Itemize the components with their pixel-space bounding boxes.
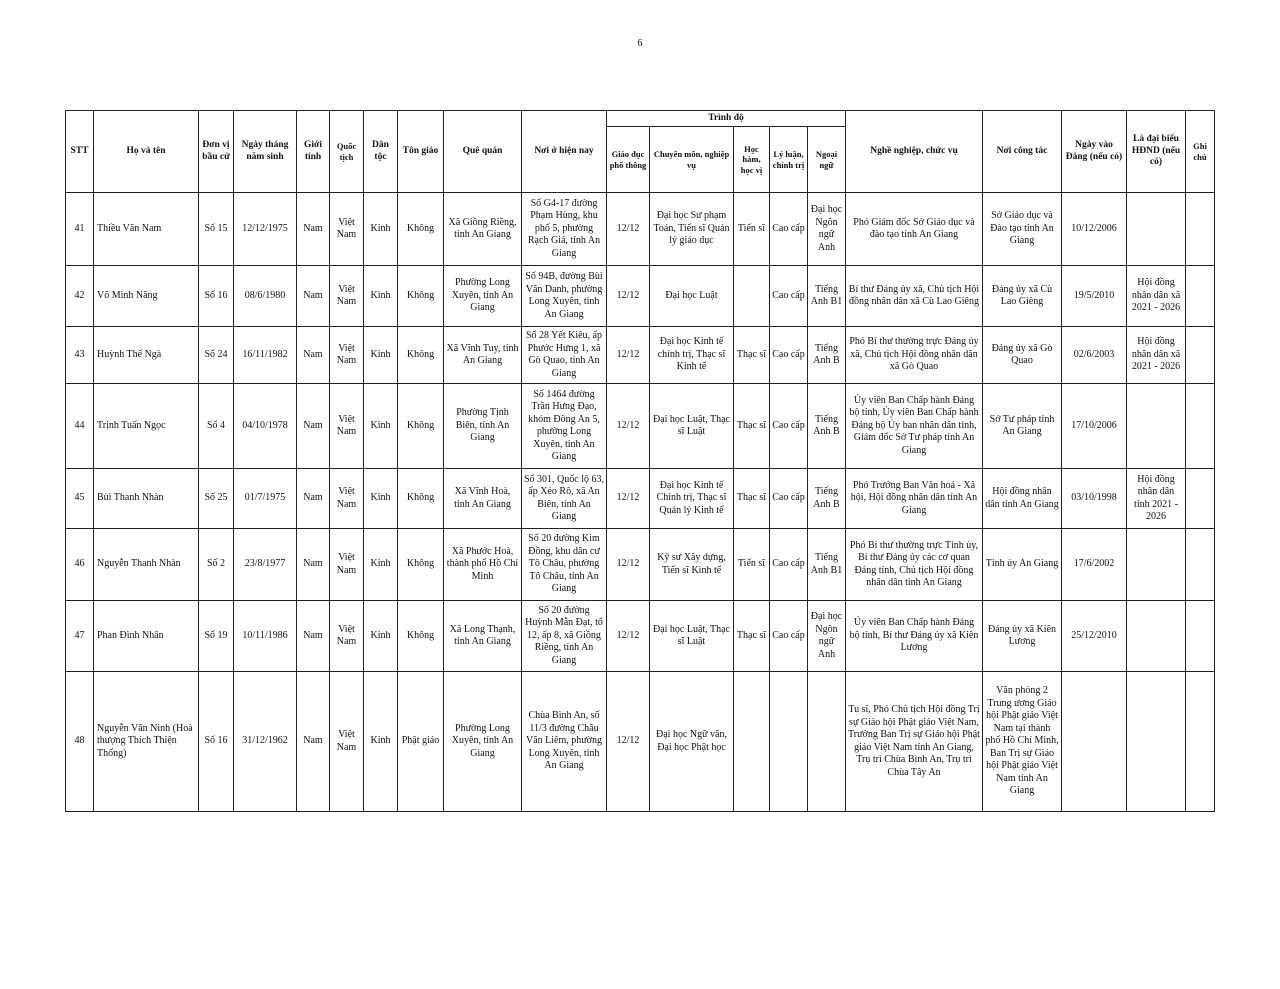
cell-language: Tiếng Anh B: [808, 469, 846, 529]
cell-general-education: 12/12: [607, 193, 650, 266]
cell-general-education: 12/12: [607, 266, 650, 327]
cell-occupation: Phó Trưởng Ban Văn hoá - Xã hội, Hội đồng nhân dân tỉnh An Giang: [846, 469, 983, 529]
header-unit: Đơn vị bầu cử: [199, 111, 234, 193]
cell-hometown: Phường Long Xuyên, tỉnh An Giang: [444, 266, 522, 327]
cell-religion: Không: [398, 327, 444, 384]
cell-gender: Nam: [297, 469, 330, 529]
cell-dob: 31/12/1962: [234, 672, 297, 812]
cell-specialty: Đại học Sư phạm Toán, Tiến sĩ Quản lý giáo dục: [650, 193, 734, 266]
cell-hometown: Phường Tịnh Biên, tỉnh An Giang: [444, 384, 522, 469]
cell-residence: Số 1464 đường Trần Hưng Đạo, khóm Đông An 5, phường Long Xuyên, tỉnh An Giang: [522, 384, 607, 469]
cell-residence: Số 20 đường Kim Đồng, khu dân cư Tô Châu, phường Tô Châu, tỉnh An Giang: [522, 529, 607, 601]
cell-religion: Không: [398, 193, 444, 266]
cell-gender: Nam: [297, 529, 330, 601]
cell-workplace: Sở Giáo dục và Đào tạo tỉnh An Giang: [983, 193, 1062, 266]
cell-hometown: Phường Long Xuyên, tỉnh An Giang: [444, 672, 522, 812]
header-politics: Lý luận, chính trị: [770, 127, 808, 193]
cell-hometown: Xã Giồng Riềng, tỉnh An Giang: [444, 193, 522, 266]
header-religion: Tôn giáo: [398, 111, 444, 193]
header-note: Ghi chú: [1186, 111, 1215, 193]
cell-degree: Thạc sĩ: [734, 469, 770, 529]
cell-party-date: 10/12/2006: [1062, 193, 1127, 266]
cell-politics: Cao cấp: [770, 384, 808, 469]
cell-occupation: Phó Bí thư thường trực Tỉnh ủy, Bí thư Đảng ủy các cơ quan Đảng tỉnh, Chủ tịch Hội đồng nhân dân tỉnh An Giang: [846, 529, 983, 601]
cell-unit: Số 24: [199, 327, 234, 384]
cell-workplace: Đảng ủy xã Cù Lao Giêng: [983, 266, 1062, 327]
cell-specialty: Đại học Luật, Thạc sĩ Luật: [650, 384, 734, 469]
cell-degree: Tiến sĩ: [734, 529, 770, 601]
cell-workplace: Sở Tư pháp tỉnh An Giang: [983, 384, 1062, 469]
table-row: [66, 193, 1215, 266]
header-party-date: Ngày vào Đảng (nếu có): [1062, 111, 1127, 193]
cell-workplace: Đảng ủy xã Kiên Lương: [983, 601, 1062, 672]
cell-name: Huỳnh Thế Ngà: [94, 327, 199, 384]
cell-language: Tiếng Anh B1: [808, 266, 846, 327]
cell-unit: Số 15: [199, 193, 234, 266]
cell-ethnicity: Kinh: [364, 529, 398, 601]
cell-workplace: Hội đồng nhân dân tỉnh An Giang: [983, 469, 1062, 529]
header-stt: STT: [66, 111, 94, 193]
cell-stt: 48: [66, 672, 94, 812]
cell-delegate: [1127, 601, 1186, 672]
cell-politics: Cao cấp: [770, 529, 808, 601]
cell-party-date: 03/10/1998: [1062, 469, 1127, 529]
table-row: [66, 601, 1215, 672]
cell-language: Tiếng Anh B: [808, 327, 846, 384]
cell-general-education: 12/12: [607, 672, 650, 812]
cell-general-education: 12/12: [607, 529, 650, 601]
cell-language: [808, 672, 846, 812]
cell-gender: Nam: [297, 601, 330, 672]
cell-nationality: Việt Nam: [330, 469, 364, 529]
cell-note: [1186, 327, 1215, 384]
header-specialty: Chuyên môn, nghiệp vụ: [650, 127, 734, 193]
header-language: Ngoại ngữ: [808, 127, 846, 193]
cell-specialty: Đại học Ngữ văn, Đại học Phật học: [650, 672, 734, 812]
cell-unit: Số 4: [199, 384, 234, 469]
cell-unit: Số 25: [199, 469, 234, 529]
header-hometown: Quê quán: [444, 111, 522, 193]
cell-residence: Số G4-17 đường Phạm Hùng, khu phố 5, phường Rạch Giá, tỉnh An Giang: [522, 193, 607, 266]
cell-delegate: Hội đồng nhân dân xã 2021 - 2026: [1127, 266, 1186, 327]
cell-degree: Thạc sĩ: [734, 384, 770, 469]
cell-party-date: 25/12/2010: [1062, 601, 1127, 672]
cell-party-date: 19/5/2010: [1062, 266, 1127, 327]
cell-hometown: Xã Phước Hoà, thành phố Hồ Chí Minh: [444, 529, 522, 601]
cell-gender: Nam: [297, 266, 330, 327]
cell-residence: Số 301, Quốc lộ 63, ấp Xẻo Rô, xã An Biên, tỉnh An Giang: [522, 469, 607, 529]
cell-dob: 23/8/1977: [234, 529, 297, 601]
cell-degree: Thạc sĩ: [734, 601, 770, 672]
cell-politics: [770, 672, 808, 812]
table-body: [66, 193, 1215, 812]
cell-stt: 47: [66, 601, 94, 672]
header-workplace: Nơi công tác: [983, 111, 1062, 193]
cell-note: [1186, 672, 1215, 812]
cell-nationality: Việt Nam: [330, 601, 364, 672]
table-row: [66, 672, 1215, 812]
cell-dob: 10/11/1986: [234, 601, 297, 672]
cell-residence: Số 28 Yết Kiêu, ấp Phước Hưng 1, xã Gò Quao, tỉnh An Giang: [522, 327, 607, 384]
cell-delegate: [1127, 529, 1186, 601]
cell-unit: Số 16: [199, 266, 234, 327]
cell-specialty: Đại học Kinh tế Chính trị, Thạc sĩ Quản lý Kinh tế: [650, 469, 734, 529]
page-number: 6: [637, 38, 643, 49]
cell-religion: Không: [398, 266, 444, 327]
cell-residence: Số 20 đường Huỳnh Mẫn Đạt, tổ 12, ấp 8, xã Giồng Riềng, tỉnh An Giang: [522, 601, 607, 672]
cell-nationality: Việt Nam: [330, 529, 364, 601]
cell-delegate: Hội đồng nhân dân tỉnh 2021 - 2026: [1127, 469, 1186, 529]
cell-specialty: Đại học Kinh tế chính trị, Thạc sĩ Kinh tế: [650, 327, 734, 384]
table-row: [66, 384, 1215, 469]
cell-religion: Không: [398, 601, 444, 672]
header-delegate: Là đại biểu HĐND (nếu có): [1127, 111, 1186, 193]
cell-gender: Nam: [297, 327, 330, 384]
cell-gender: Nam: [297, 672, 330, 812]
cell-stt: 46: [66, 529, 94, 601]
cell-ethnicity: Kinh: [364, 327, 398, 384]
cell-name: Nguyễn Văn Ninh (Hoà thượng Thích Thiện Thống): [94, 672, 199, 812]
cell-party-date: 17/6/2002: [1062, 529, 1127, 601]
cell-general-education: 12/12: [607, 601, 650, 672]
header-degree: Học hàm, học vị: [734, 127, 770, 193]
cell-occupation: Phó Bí thư thường trực Đảng ủy xã, Chủ tịch Hội đồng nhân dân xã Gò Quao: [846, 327, 983, 384]
cell-ethnicity: Kinh: [364, 266, 398, 327]
cell-name: Thiều Văn Nam: [94, 193, 199, 266]
cell-language: Đại học Ngôn ngữ Anh: [808, 193, 846, 266]
cell-politics: Cao cấp: [770, 601, 808, 672]
cell-language: Đại học Ngôn ngữ Anh: [808, 601, 846, 672]
cell-language: Tiếng Anh B: [808, 384, 846, 469]
cell-ethnicity: Kinh: [364, 601, 398, 672]
table-row: [66, 327, 1215, 384]
cell-workplace: Văn phòng 2 Trung ương Giáo hội Phật giáo Việt Nam tại thành phố Hồ Chí Minh, Ban Trị sự Giáo hội Phật giáo Việt Nam tỉnh An Giang: [983, 672, 1062, 812]
table-row: [66, 469, 1215, 529]
cell-politics: Cao cấp: [770, 469, 808, 529]
cell-delegate: [1127, 193, 1186, 266]
cell-religion: Không: [398, 384, 444, 469]
cell-nationality: Việt Nam: [330, 193, 364, 266]
cell-workplace: Tỉnh ủy An Giang: [983, 529, 1062, 601]
cell-dob: 16/11/1982: [234, 327, 297, 384]
cell-stt: 44: [66, 384, 94, 469]
cell-note: [1186, 469, 1215, 529]
header-nationality: Quốc tịch: [330, 111, 364, 193]
header-dob: Ngày tháng năm sinh: [234, 111, 297, 193]
cell-dob: 08/6/1980: [234, 266, 297, 327]
cell-party-date: 02/6/2003: [1062, 327, 1127, 384]
cell-religion: Không: [398, 469, 444, 529]
cell-politics: Cao cấp: [770, 327, 808, 384]
candidate-table: [65, 110, 1215, 812]
cell-ethnicity: Kinh: [364, 384, 398, 469]
cell-nationality: Việt Nam: [330, 384, 364, 469]
cell-unit: Số 19: [199, 601, 234, 672]
cell-religion: Không: [398, 529, 444, 601]
cell-name: Phan Đình Nhân: [94, 601, 199, 672]
cell-note: [1186, 266, 1215, 327]
header-occupation: Nghề nghiệp, chức vụ: [846, 111, 983, 193]
cell-stt: 43: [66, 327, 94, 384]
cell-occupation: Phó Giám đốc Sở Giáo dục và đào tạo tỉnh An Giang: [846, 193, 983, 266]
cell-dob: 12/12/1975: [234, 193, 297, 266]
cell-residence: Số 94B, đường Bùi Văn Danh, phường Long Xuyên, tỉnh An Giang: [522, 266, 607, 327]
header-general-education: Giáo dục phổ thông: [607, 127, 650, 193]
table-row: [66, 266, 1215, 327]
cell-nationality: Việt Nam: [330, 327, 364, 384]
cell-unit: Số 2: [199, 529, 234, 601]
cell-note: [1186, 384, 1215, 469]
cell-ethnicity: Kinh: [364, 193, 398, 266]
cell-dob: 01/7/1975: [234, 469, 297, 529]
cell-party-date: [1062, 672, 1127, 812]
cell-specialty: Kỹ sư Xây dựng, Tiến sĩ Kinh tế: [650, 529, 734, 601]
cell-general-education: 12/12: [607, 327, 650, 384]
cell-name: Nguyễn Thanh Nhàn: [94, 529, 199, 601]
cell-degree: [734, 672, 770, 812]
cell-nationality: Việt Nam: [330, 266, 364, 327]
cell-ethnicity: Kinh: [364, 469, 398, 529]
cell-degree: Thạc sĩ: [734, 327, 770, 384]
cell-gender: Nam: [297, 384, 330, 469]
cell-gender: Nam: [297, 193, 330, 266]
cell-note: [1186, 601, 1215, 672]
cell-hometown: Xã Vĩnh Hoà, tỉnh An Giang: [444, 469, 522, 529]
cell-note: [1186, 529, 1215, 601]
cell-residence: Chùa Bình An, số 11/3 đường Châu Văn Liêm, phường Long Xuyên, tỉnh An Giang: [522, 672, 607, 812]
cell-party-date: 17/10/2006: [1062, 384, 1127, 469]
cell-religion: Phật giáo: [398, 672, 444, 812]
cell-occupation: Ủy viên Ban Chấp hành Đảng bộ tỉnh, Bí thư Đảng ủy xã Kiên Lương: [846, 601, 983, 672]
cell-name: Trịnh Tuấn Ngọc: [94, 384, 199, 469]
header-education-group: Trình độ: [607, 111, 846, 127]
cell-specialty: Đại học Luật, Thạc sĩ Luật: [650, 601, 734, 672]
cell-general-education: 12/12: [607, 384, 650, 469]
header-gender: Giới tính: [297, 111, 330, 193]
cell-occupation: Bí thư Đảng ủy xã, Chủ tịch Hội đồng nhân dân xã Cù Lao Giêng: [846, 266, 983, 327]
cell-dob: 04/10/1978: [234, 384, 297, 469]
cell-name: Bùi Thanh Nhàn: [94, 469, 199, 529]
cell-degree: Tiến sĩ: [734, 193, 770, 266]
cell-note: [1186, 193, 1215, 266]
cell-delegate: Hội đồng nhân dân xã 2021 - 2026: [1127, 327, 1186, 384]
cell-language: Tiếng Anh B1: [808, 529, 846, 601]
cell-unit: Số 16: [199, 672, 234, 812]
cell-hometown: Xã Vĩnh Tuy, tỉnh An Giang: [444, 327, 522, 384]
cell-hometown: Xã Long Thạnh, tỉnh An Giang: [444, 601, 522, 672]
cell-specialty: Đại học Luật: [650, 266, 734, 327]
cell-politics: Cao cấp: [770, 193, 808, 266]
header-name: Họ và tên: [94, 111, 199, 193]
cell-delegate: [1127, 672, 1186, 812]
cell-delegate: [1127, 384, 1186, 469]
cell-stt: 41: [66, 193, 94, 266]
cell-workplace: Đảng ủy xã Gò Quao: [983, 327, 1062, 384]
cell-ethnicity: Kinh: [364, 672, 398, 812]
cell-stt: 42: [66, 266, 94, 327]
cell-stt: 45: [66, 469, 94, 529]
header-ethnicity: Dân tộc: [364, 111, 398, 193]
cell-degree: [734, 266, 770, 327]
cell-name: Võ Minh Năng: [94, 266, 199, 327]
header-residence: Nơi ở hiện nay: [522, 111, 607, 193]
cell-politics: Cao cấp: [770, 266, 808, 327]
cell-general-education: 12/12: [607, 469, 650, 529]
cell-occupation: Ủy viên Ban Chấp hành Đảng bộ tỉnh, Ủy viên Ban Chấp hành Đảng bộ Ủy ban nhân dân tỉnh, Giám đốc Sở Tư pháp tỉnh An Giang: [846, 384, 983, 469]
cell-nationality: Việt Nam: [330, 672, 364, 812]
cell-occupation: Tu sĩ, Phó Chủ tịch Hội đồng Trị sự Giáo hội Phật giáo Việt Nam, Trưởng Ban Trị sự Giáo hội Phật giáo Việt Nam tỉnh An Giang, Trụ trì Chùa Bình An, Trụ trì Chùa Tây An: [846, 672, 983, 812]
table-row: [66, 529, 1215, 601]
